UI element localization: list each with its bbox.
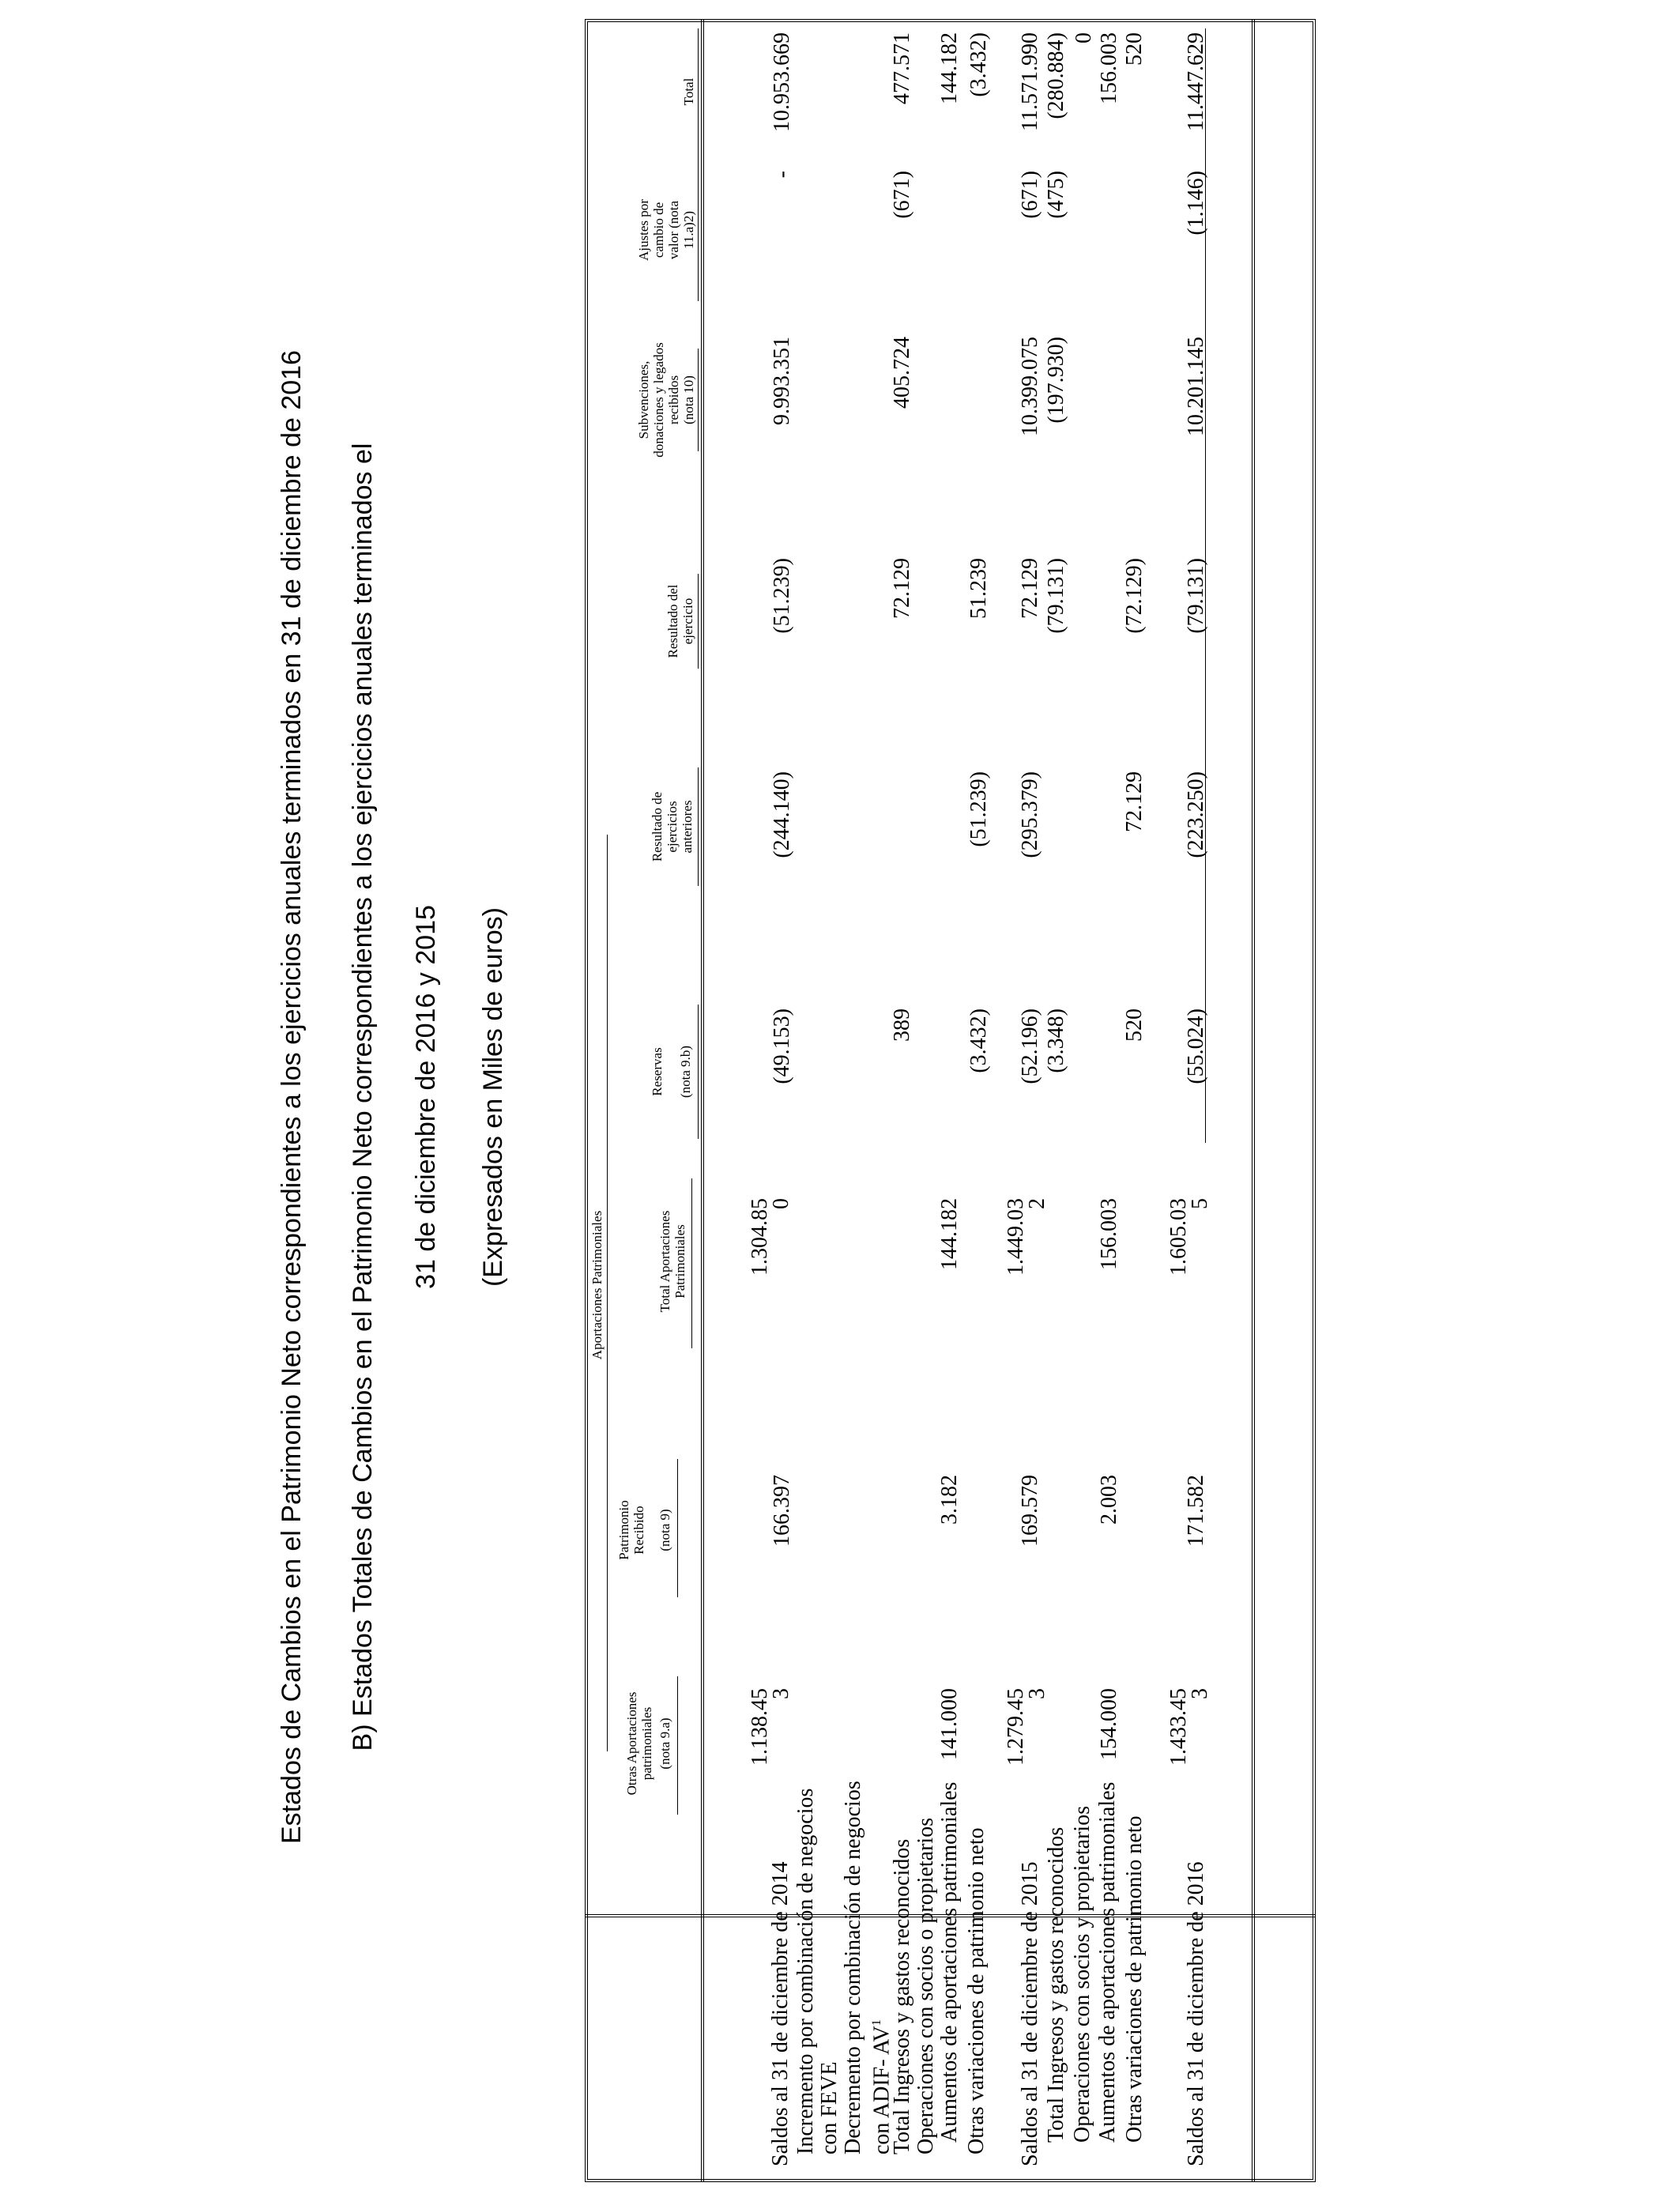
row-label-otras-variaciones-2016: Otras variaciones de patrimonio neto <box>1122 1815 1147 2143</box>
statement-subtitle: B) Estados Totales de Cambios en el Patrimonio Neto correspondientes a los ejercicios anuales terminados el <box>348 443 378 1751</box>
final-balance-divider <box>1252 19 1255 2182</box>
col-header-reservas-note: (nota 9.b) <box>678 1045 693 1099</box>
row-label-saldos-2016: Saldos al 31 de diciembre de 2016 <box>1184 1861 1208 2166</box>
col-underline <box>691 1178 692 1348</box>
row-label-operaciones-2016: Operaciones con socios y propietarios <box>1070 1805 1094 2143</box>
cell-res-ant-otras-2016: 72.129 <box>1122 771 1147 832</box>
cell-otras-2015: 1.279.45 3 <box>1004 1688 1049 1766</box>
col-header-resultado-anteriores: Resultado de ejercicios anteriores <box>650 791 695 862</box>
cell-patrimonio-aumentos-2016: 2.003 <box>1097 1475 1121 1525</box>
cell-total-ingresos-2015: 477.571 <box>890 32 914 104</box>
cell-total-2014: 10.953.669 <box>770 32 794 132</box>
col-header-total-aportaciones: Total Aportaciones Patrimoniales <box>657 1210 687 1313</box>
cell-reservas-ingresos-2015: 389 <box>890 1008 914 1042</box>
cell-res-ant-2014: (244.140) <box>770 771 794 858</box>
cell-ajustes-ingresos-2016: (475) <box>1044 171 1068 219</box>
cell-subv-ingresos-2015: 405.724 <box>890 337 914 409</box>
cell-ajustes-2014: - <box>770 171 794 179</box>
row-label-decremento-adif: Decremento por combinación de negocios <box>841 1781 865 2154</box>
cell-patrimonio-2014: 166.397 <box>770 1475 794 1547</box>
cell-total-aport-aumentos-2015: 144.182 <box>937 1198 962 1270</box>
cell-total-aport-2016: 1.605.03 5 <box>1166 1198 1212 1276</box>
cell-otras-aumentos-2016: 154.000 <box>1097 1688 1121 1760</box>
cell-subv-2014: 9.993.351 <box>770 337 794 425</box>
cell-patrimonio-2015: 169.579 <box>1018 1475 1042 1547</box>
col-underline <box>677 1459 678 1597</box>
row-label-operaciones-2015: Operaciones con socios o propietarios <box>913 1817 938 2154</box>
row-label-otras-variaciones-2015: Otras variaciones de patrimonio neto <box>964 1827 989 2154</box>
cell-otras-2014: 1.138.45 3 <box>748 1688 793 1766</box>
cell-res-ej-otras-2016: (72.129) <box>1122 558 1147 634</box>
row-label-aumentos-2015: Aumentos de aportaciones patrimoniales <box>937 1781 962 2143</box>
cell-ajustes-ingresos-2015: (671) <box>890 171 914 219</box>
cell-total-ingresos-2016: (280.884) <box>1044 32 1068 119</box>
col-underline <box>698 1005 699 1139</box>
cell-total-otras-2015: (3.432) <box>966 32 991 97</box>
col-underline <box>677 1676 678 1815</box>
group-header-aportaciones: Aportaciones Patrimoniales <box>590 1210 605 1360</box>
row-label-decremento-adif-cont: con ADIF- $AV^1$ <box>869 2019 895 2154</box>
cell-reservas-otras-2015: (3.432) <box>966 1008 991 1073</box>
cell-total-aport-2014: 1.304.85 0 <box>748 1198 793 1276</box>
col-header-ajustes: Ajustes por cambio de valor (nota 11.a)2) <box>636 199 696 261</box>
cell-total-aumentos-2016: 156.003 <box>1097 32 1121 104</box>
col-underline <box>698 574 699 669</box>
cell-ajustes-2015: (671) <box>1018 171 1042 219</box>
cell-res-ej-2014: (51.239) <box>770 558 794 634</box>
row-label-saldos-2015: Saldos al 31 de diciembre de 2015 <box>1018 1861 1042 2166</box>
cell-res-ant-otras-2015: (51.239) <box>966 771 991 847</box>
cell-total-aumentos-2015: 144.182 <box>937 32 962 104</box>
cell-patrimonio-2016: 171.582 <box>1184 1475 1208 1547</box>
col-header-total: Total <box>681 77 696 106</box>
cell-otras-aumentos-2015: 141.000 <box>937 1688 962 1760</box>
cell-patrimonio-aumentos-2015: 3.182 <box>937 1475 962 1525</box>
col-underline <box>698 349 699 451</box>
row-label-ingresos-2015: Total Ingresos y gastos reconocidos <box>890 1838 914 2154</box>
col-header-subvenciones: Subvenciones, donaciones y legados recibidos (nota 10) <box>636 342 696 458</box>
statement-title: Estados de Cambios en el Patrimonio Neto correspondientes a los ejercicios anuales terminados en 31 de diciembre de 2016 <box>277 350 307 1844</box>
cell-reservas-2015: (52.196) <box>1018 1008 1042 1084</box>
cell-subv-2015: 10.399.075 <box>1018 337 1042 436</box>
cell-subv-2016: 10.201.145 <box>1184 337 1208 436</box>
cell-res-ej-ingresos-2015: 72.129 <box>890 558 914 619</box>
cell-total-otras-2016: 520 <box>1122 32 1147 66</box>
cell-subv-ingresos-2016: (197.930) <box>1044 337 1068 424</box>
cell-total-aport-2015: 1.449.03 2 <box>1004 1198 1049 1276</box>
col-header-reservas: Reservas <box>650 1047 665 1096</box>
cell-reservas-ingresos-2016: (3.348) <box>1044 1008 1068 1073</box>
statement-units: (Expresados en Miles de euros) <box>478 907 508 1287</box>
cell-total-2016: 11.447.629 <box>1184 32 1208 131</box>
cell-res-ant-2016: (223.250) <box>1184 771 1208 858</box>
row-label-saldos-2014: Saldos al 31 de diciembre de 2014 <box>768 1861 793 2166</box>
col-header-resultado-ejercicio: Resultado del ejercicio <box>665 584 695 658</box>
cell-res-ej-otras-2015: 51.239 <box>966 558 991 619</box>
row-label-ingresos-2016: Total Ingresos y gastos reconocidos <box>1044 1826 1068 2143</box>
row-label-aumentos-2016: Aumentos de aportaciones patrimoniales <box>1095 1781 1120 2143</box>
cell-res-ej-2016: (79.131) <box>1184 558 1208 634</box>
col-header-otras-aportaciones: Otras Aportaciones patrimoniales <box>624 1691 654 1796</box>
row-label-incremento-feve-cont: con FEVE <box>817 2061 842 2154</box>
cell-reservas-2016: (55.024) <box>1184 1008 1208 1084</box>
cell-total-operaciones-2016: 0 <box>1072 32 1096 43</box>
cell-res-ej-2015: 72.129 <box>1018 558 1042 619</box>
cell-total-aport-aumentos-2016: 156.003 <box>1097 1198 1121 1270</box>
total-underline <box>1205 28 1206 1143</box>
col-underline <box>698 767 699 886</box>
header-divider <box>701 19 704 2182</box>
col-header-patrimonio-note: (nota 9) <box>657 1509 672 1551</box>
col-header-patrimonio-recibido: Patrimonio Recibido <box>616 1500 646 1560</box>
cell-otras-2016: 1.433.45 3 <box>1166 1688 1212 1766</box>
group-underline <box>607 835 608 1751</box>
statement-period: 31 de diciembre de 2016 y 2015 <box>411 905 441 1289</box>
col-header-otras-note: (nota 9.a) <box>657 1717 672 1770</box>
cell-total-2015: 11.571.990 <box>1018 32 1042 131</box>
col-underline <box>698 28 699 301</box>
cell-res-ant-2015: (295.379) <box>1018 771 1042 858</box>
row-label-incremento-feve: Incremento por combinación de negocios <box>793 1788 818 2154</box>
cell-reservas-2014: (49.153) <box>770 1008 794 1084</box>
cell-ajustes-2016: (1.146) <box>1184 171 1208 236</box>
cell-reservas-otras-2016: 520 <box>1122 1008 1147 1042</box>
cell-res-ej-ingresos-2016: (79.131) <box>1044 558 1068 634</box>
